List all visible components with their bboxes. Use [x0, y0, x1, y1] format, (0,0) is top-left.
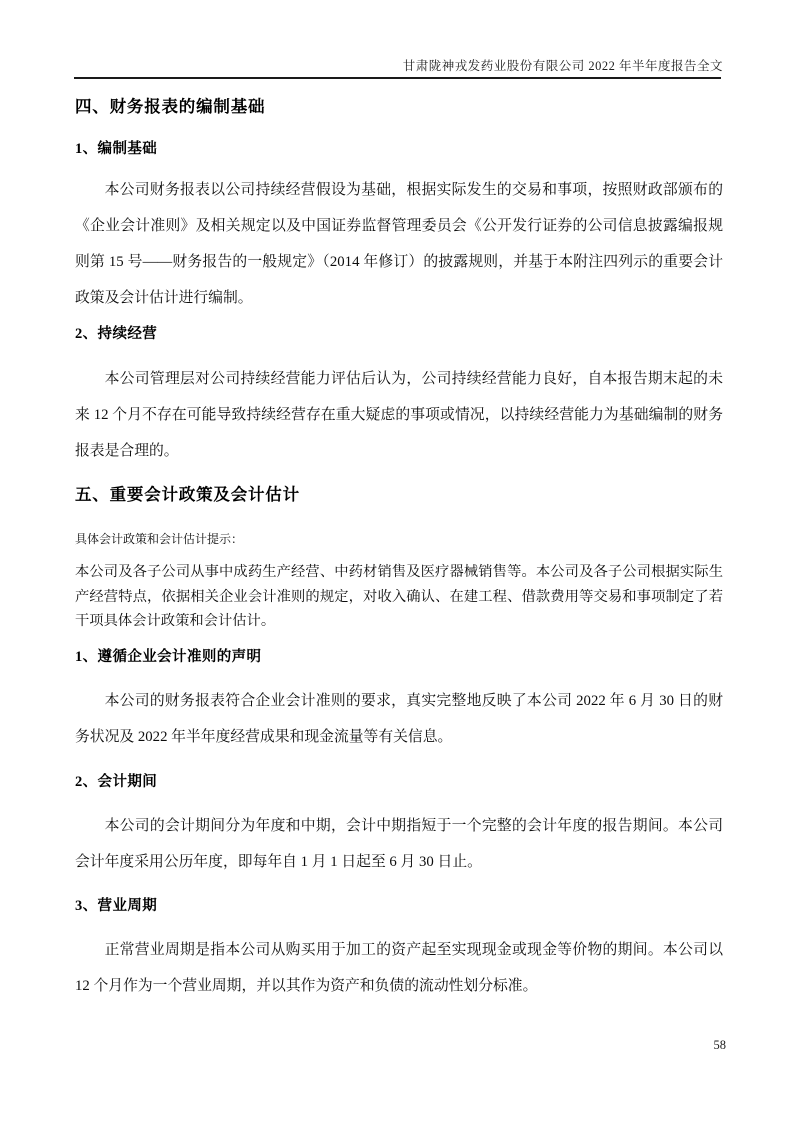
section-5-sub-2-heading: 2、会计期间: [75, 774, 158, 790]
section-5-sub-3-heading: 3、营业周期: [75, 898, 158, 914]
section-5-intro-paragraph: 本公司及各子公司从事中成药生产经营、中药材销售及医疗器械销售等。本公司及各子公司根据实际生产经营特点，依据相关企业会计准则的规定，对收入确认、在建工程、借款费用等交易和事项制定了若干项具体会计政策和会计估计。: [75, 564, 723, 629]
section-4-heading: 四、财务报表的编制基础: [75, 97, 266, 116]
page-number: 58: [713, 1038, 726, 1052]
section-4-sub-1-heading: 1、编制基础: [75, 141, 158, 157]
section-5-heading: 五、重要会计政策及会计估计: [75, 485, 300, 504]
section-5-note: 具体会计政策和会计估计提示：: [75, 532, 244, 546]
section-5-sub-1-paragraph: 本公司的财务报表符合企业会计准则的要求，真实完整地反映了本公司 2022 年 6 月 30 日的财务状况及 2022 年半年度经营成果和现金流量等有关信息。: [75, 693, 723, 745]
header-rule: [74, 77, 721, 79]
section-4-sub-2-heading: 2、持续经营: [75, 326, 158, 342]
section-4-sub-2-paragraph: 本公司管理层对公司持续经营能力评估后认为，公司持续经营能力良好，自本报告期末起的未来 12 个月不存在可能导致持续经营存在重大疑虑的事项或情况，以持续经营能力为基础编制的财务报表是合理的。: [75, 371, 723, 459]
section-5-sub-3-paragraph: 正常营业周期是指本公司从购买用于加工的资产起至实现现金或现金等价物的期间。本公司以 12 个月作为一个营业周期，并以其作为资产和负债的流动性划分标准。: [75, 942, 723, 994]
section-5-sub-1-heading: 1、遵循企业会计准则的声明: [75, 649, 262, 665]
running-header-title: 甘肃陇神戎发药业股份有限公司 2022 年半年度报告全文: [402, 59, 723, 73]
section-4-sub-1-paragraph: 本公司财务报表以公司持续经营假设为基础，根据实际发生的交易和事项，按照财政部颁布的《企业会计准则》及相关规定以及中国证券监督管理委员会《公开发行证券的公司信息披露编报规则第 15 号——财务报告的一般规定》（2014 年修订）的披露规则，并基于本附注四列示的重要会计政策及会计估计进行编制。: [75, 182, 723, 306]
section-5-sub-2-paragraph: 本公司的会计期间分为年度和中期，会计中期指短于一个完整的会计年度的报告期间。本公司会计年度采用公历年度，即每年自 1 月 1 日起至 6 月 30 日止。: [75, 818, 723, 870]
